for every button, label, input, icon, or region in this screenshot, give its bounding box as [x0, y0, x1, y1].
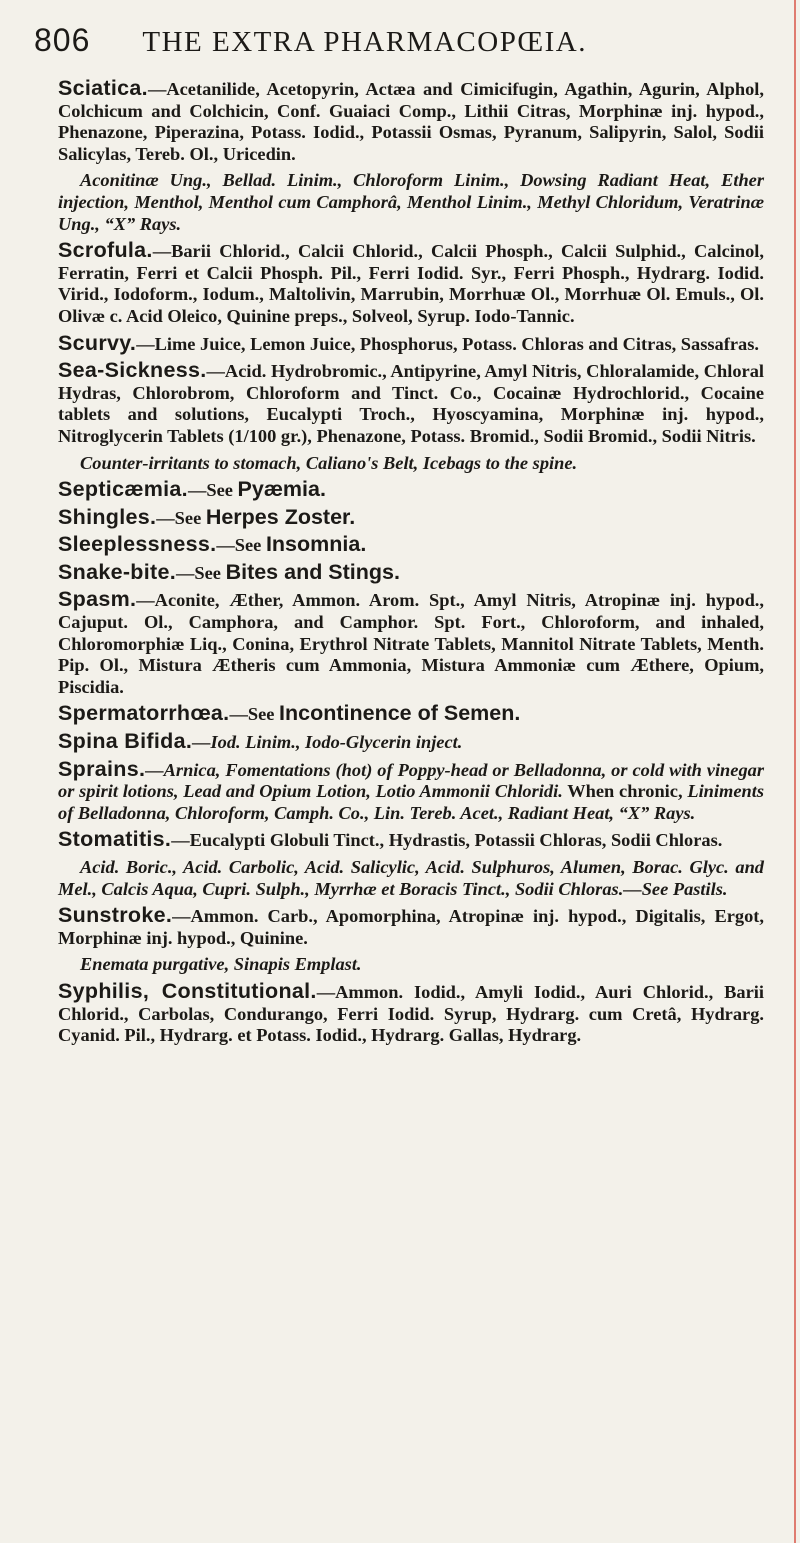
- entry-text: —Ammon. Carb., Apomorphina, Atropinæ inj. hypod., Digitalis, Ergot, Morphinæ inj. hypod., Quinine.: [58, 906, 764, 948]
- entry-sprains: [58, 756, 764, 825]
- entry-sea-sickness-external: Counter-irritants to stomach, Caliano's Belt, Icebags to the spine.: [80, 452, 578, 473]
- entry-text: —Ammon. Iodid., Amyli Iodid., Auri Chlorid., Barii Chlorid., Carbolas, Condurango, Ferri Iodid. Syrup, Hydrarg. cum Cretâ, Hydrarg. Cyanid. Pil., Hydrarg. et Potass. Iodid., Hydrarg. Gallas, Hydrarg.: [58, 981, 765, 1046]
- entry-text: —Aconite, Æther, Ammon. Arom. Spt., Amyl Nitris, Atropinæ inj. hypod., Cajuput. Ol., Camphora, and Camphor. Spt. Fort., Chloroform, and inhaled, Chloromorphiæ Liq., Conina, Erythrol Nitrate Tablets, Mannitol Nitrate Tablets, Menth. Pip. Ol., Mistura Ætheris cum Ammonia, Mistura Ammoniæ cum Æthere, Opium, Piscidia.: [58, 590, 764, 697]
- entry-sleeplessness: [58, 534, 764, 557]
- see-prefix: —See: [229, 704, 280, 725]
- cross-reference: Insomnia.: [265, 532, 367, 557]
- entry-spina-bifida: [58, 731, 764, 754]
- entry-term: Sciatica.: [58, 76, 148, 100]
- cross-reference: Pyæmia.: [237, 477, 326, 502]
- see-prefix: —See: [216, 535, 266, 556]
- entry-stomatitis-external: [58, 857, 764, 900]
- entry-sunstroke-external: Enemata purgative, Sinapis Emplast.: [80, 954, 362, 975]
- entry-term: Shingles.: [58, 504, 157, 529]
- entry-sunstroke: [58, 905, 764, 949]
- see-prefix: —See: [187, 480, 238, 501]
- entry-term: Snake-bite.: [58, 559, 177, 584]
- entry-text: —Iod. Linim., Iodo-Glycerin inject.: [192, 732, 463, 753]
- entry-term: Sprains.: [58, 756, 146, 781]
- entry-sciatica-external: Aconitinæ Ung., Bellad. Linim., Chloroform Linim., Dowsing Radiant Heat, Ether injection, Menthol, Menthol cum Camphorâ, Menthol Linim., Methyl Chloridum, Veratrinæ Ung., “X” Rays.: [58, 170, 764, 234]
- see-prefix: —See: [156, 507, 206, 528]
- entry-term: Spasm.: [58, 587, 137, 612]
- entry-sciatica: [58, 78, 764, 165]
- cross-reference: Incontinence of Semen.: [279, 701, 521, 726]
- entry-term: Sea-Sickness.: [58, 358, 207, 383]
- entry-text: —Lime Juice, Lemon Juice, Phosphorus, Potass. Chloras and Citras, Sassafras.: [136, 333, 759, 354]
- running-head: THE EXTRA PHARMACOPŒIA.: [142, 26, 587, 58]
- entry-text-chronic: When chronic,: [562, 781, 688, 802]
- entry-text: —Acid. Hydrobromic., Antipyrine, Amyl Nitris, Chloralamide, Chloral Hydras, Chlorobrom, Chloroform and Tinct. Co., Cocainæ Hydrochlorid., Cocaine tablets and solutions, Eucalypti Troch., Hyoscyamina, Morphinæ inj. hypod., Nitroglycerin Tablets (1/100 gr.), Phenazone, Potass. Bromid., Sodii Bromid., Sodii Nitris.: [58, 361, 764, 446]
- entry-term: Stomatitis.: [58, 827, 172, 852]
- cross-reference: Herpes Zoster.: [205, 504, 356, 529]
- entry-text-chronic-remedies: Liniments of Belladonna, Chloroform, Camph. Co., Lin. Tereb. Acet., Radiant Heat, “X” Rays.: [58, 781, 764, 823]
- entry-shingles: [58, 504, 764, 530]
- entry-scrofula: [58, 240, 764, 327]
- page-edge-rule: [794, 0, 796, 1543]
- entry-term: Sleeplessness.: [58, 532, 217, 557]
- entry-term: Spina Bifida.: [58, 729, 193, 754]
- entry-text: —Barii Chlorid., Calcii Chlorid., Calcii Phosph., Calcii Sulphid., Calcinol, Ferratin, Ferri et Calcii Phosph. Pil., Ferri Iodid. Syr., Ferri Phosph., Hydrarg. Iodid. Virid., Iodoform., Iodum., Maltolivin, Marrubin, Morrhuæ Ol., Morrhuæ Ol. Emuls., Ol. Olivæ c. Acid Oleico, Quinine preps., Solveol, Syrup. Iodo-Tannic.: [58, 241, 764, 326]
- see-prefix: —See: [176, 562, 226, 583]
- see-pastils: —See Pastils.: [623, 878, 728, 899]
- entry-text: —Acetanilide, Acetopyrin, Actæa and Cimicifugin, Agathin, Agurin, Alphol, Colchicum and Colchicin, Conf. Guaiaci Comp., Lithii Citras, Morphinæ inj. hypod., Phenazone, Piperazina, Potass. Iodid., Potassii Osmas, Pyranum, Salipyrin, Salol, Sodii Salicylas, Tereb. Ol., Uricedin.: [58, 79, 764, 164]
- entry-term: Syphilis, Constitutional.: [58, 978, 317, 1003]
- entry-spasm: [58, 589, 764, 698]
- entry-text: —Eucalypti Globuli Tinct., Hydrastis, Potassii Chloras, Sodii Chloras.: [171, 830, 723, 851]
- page-number: 806: [34, 22, 91, 58]
- entry-sea-sickness: [58, 360, 764, 447]
- entry-snake-bite: [58, 559, 764, 585]
- entry-scurvy: [58, 330, 764, 356]
- page-header: [34, 22, 760, 62]
- entry-external-text: Acid. Boric., Acid. Carbolic, Acid. Salicylic, Acid. Sulphuros, Alumen, Borac. Glyc. and Mel., Calcis Aqua, Cupri. Sulph., Myrrhæ et Boracis Tinct., Sodii Chloras.: [58, 857, 764, 899]
- entry-syphilis: [58, 978, 765, 1047]
- index-column: [58, 78, 764, 1052]
- cross-reference: Bites and Stings.: [225, 559, 400, 584]
- entry-term: Spermatorrhœa.: [58, 701, 230, 726]
- entry-stomatitis: [58, 829, 764, 852]
- entry-text: —Arnica, Fomentations (hot) of Poppy-head or Belladonna, or cold with vinegar or spirit lotions, Lead and Opium Lotion, Lotio Ammonii Chloridi.: [58, 759, 764, 802]
- entry-term: Septicæmia.: [58, 477, 188, 502]
- entry-term: Scurvy.: [58, 330, 137, 355]
- entry-term: Scrofula.: [58, 238, 153, 263]
- entry-septicaemia: [58, 479, 764, 502]
- entry-term: Sunstroke.: [58, 903, 173, 928]
- entry-spermatorrhoea: [58, 703, 764, 726]
